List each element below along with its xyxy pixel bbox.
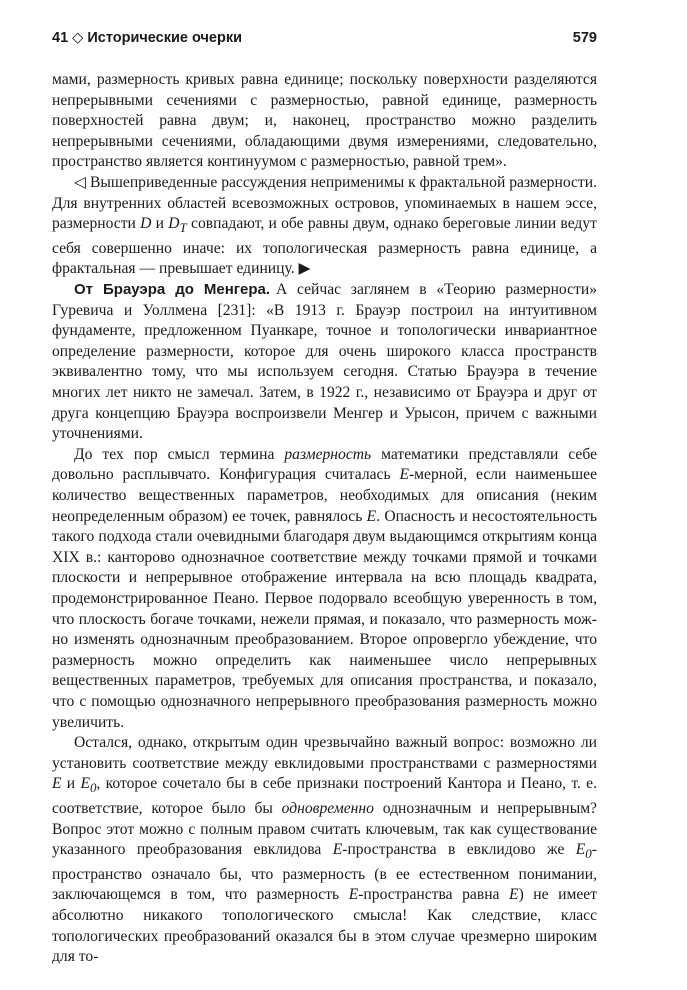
symbol-e0-second: $E_0$: [575, 841, 592, 862]
open-triangle-icon: ◁: [74, 173, 87, 191]
paragraph-2: ◁ Вышеприведенные рассуждения неприменимы к фрактальной размерности. Для внутренних областей всевозможных островов, упоминаемых в нашем эссе, размерности D и $D_T$ совпадают, и обе равны двум, однако береговые линии ведут себя совершенно иначе: их топологическая размерность равна единице, а фрактальная — превышает единицу. ▶: [52, 173, 597, 278]
chapter-heading: [52, 30, 242, 46]
paragraph-4: До тех пор смысл термина размерность математики представляли себе довольно расплывчато. Конфигурация считалась E-мерной, если наименьшее количество вещественных параметров, необходимых для описания (неким неопределенным образом) ее точек, равнялось E. Опасность и несостоятельность такого подхода стали очевидными благодаря двум выдающимся открытиям конца XIX в.: канторово однозначное соответствие между точками прямой и точками плоскости и непрерывное отображение интервала на всю площадь квадрата, продемонстрированное Пеано. Первое подорвало всеобщую уверенность в том, что плоскость богаче точками, нежели прямая, и показало, что размерность можно изменять однозначным преобразованием. Второе опровергло убеждение, что размерность можно определить как наименьшее число непрерывных вещественных параметров, требуемых для описания пространства, и показало, что с помощью однозначного непрерывного преобразования размерность можно увеличить.: [52, 445, 598, 731]
chapter-number: 41: [52, 30, 69, 46]
body-text: [52, 70, 597, 968]
book-page: [52, 30, 597, 968]
paragraph-5: Остался, однако, открытым один чрезвычайно важный вопрос: возможно ли установить соответствие между евклидовыми пространствами с размерностями E и $E_0$, которое сочетало бы в себе признаки построений Кантора и Пеано, т. е. соответствие, которое было бы одновременно однозначным и непрерывным? Вопрос этот можно с полным правом считать ключевым, так как существование указанного преобразования евклидова E-пространства в евклидово же $E_0$-пространство означало бы, что размерность (в ее естественном понимании, заключающемся в том, что размерность E-пространства равна E) не имеет абсолютно никакого топологического смысла! Как следствие, класс топологических преобразований оказался бы в этом случае чрезмерно широким для то-: [52, 734, 598, 966]
chapter-title: Исторические очерки: [87, 30, 243, 46]
filled-triangle-icon: ▶: [298, 260, 311, 278]
section-heading: От Брауэра до Менгера.: [74, 281, 271, 299]
page-number: 579: [572, 30, 597, 46]
paragraph-1: мами, размерность кривых равна единице; поскольку поверхности разделяются непрерывными сечениями с размерностью, равной единице, размерность поверхностей равна двум; и, наконец, пространство можно разделить непрерывными сечениями, обладающими двумя измерениями, следовательно, пространство является континуумом с размерностью, равной трем».: [52, 71, 597, 171]
emphasis-simultaneously: одновременно: [281, 800, 374, 817]
term-emphasis: размерность: [284, 445, 372, 463]
symbol-dt: $D_T$: [168, 215, 187, 236]
symbol-d: D: [140, 215, 152, 233]
diamond-separator-icon: ◇: [72, 30, 84, 46]
symbol-e0: $E_0$: [80, 775, 97, 796]
running-head: [52, 30, 597, 56]
paragraph-3: От Брауэра до Менгера. А сейчас заглянем в «Теорию размерности» Гуревича и Уоллмена [231]: «В 1913 г. Брауэр построил на интуитивном фундаменте, предложенном Пуанкаре, точное и топологически инвариантное определение размерности, которое для очень широкого класса пространств эквивалентно тому, что мы используем сегодня. Статью Брауэра в течение многих лет никто не замечал. Затем, в 1922 г., независимо от Брауэра и друг от друга концепцию Брауэра воспроизвели Менгер и Урысон, причем с важными уточнениями.: [52, 281, 597, 443]
